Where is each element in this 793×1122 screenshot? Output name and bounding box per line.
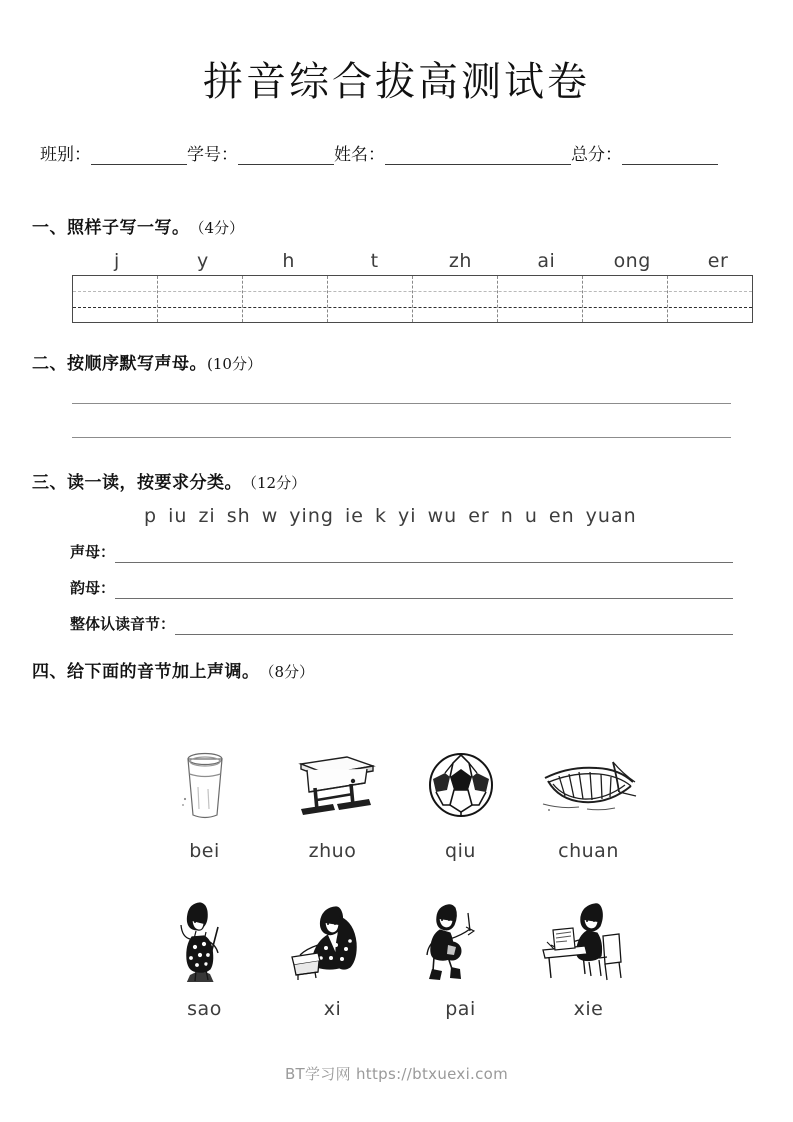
section-one-heading <box>32 213 761 238</box>
picture-caption: bei <box>189 840 220 862</box>
pinyin-grid-cell[interactable] <box>243 276 328 322</box>
class-field[interactable] <box>40 140 187 165</box>
boat-icon <box>534 744 644 826</box>
picture-item <box>403 744 519 862</box>
section-three-pinyin-list: p iu zi sh w ying ie k yi wu er n u en yuan <box>144 505 637 527</box>
student-id-label: 学号： <box>187 145 238 165</box>
section-two-points: (10分） <box>207 355 262 373</box>
boy-with-ball-icon <box>406 900 516 982</box>
letter-sample: er <box>707 250 729 272</box>
pinyin-grid-cell[interactable] <box>328 276 413 322</box>
picture-caption: qiu <box>445 840 476 862</box>
letter-sample: j <box>114 250 120 272</box>
section-four-points: （8分） <box>259 663 315 681</box>
letter-sample: y <box>196 250 209 272</box>
section-three-heading <box>32 468 761 493</box>
total-score-label: 总分： <box>571 145 622 165</box>
picture-caption: sao <box>187 998 222 1020</box>
picture-caption: zhuo <box>308 840 357 862</box>
pinyin-grid-cell[interactable] <box>498 276 583 322</box>
picture-item <box>403 900 519 1020</box>
glass-of-water-icon <box>150 744 260 826</box>
initials-label: 声母： <box>70 543 116 561</box>
picture-caption: chuan <box>558 840 619 862</box>
section-four <box>32 657 761 1020</box>
letter-sample: h <box>282 250 295 272</box>
classify-row-finals <box>70 577 733 599</box>
section-one <box>32 213 761 323</box>
girl-washing-icon <box>278 900 388 982</box>
section-one-letter-row <box>32 250 761 272</box>
letter-sample: zh <box>448 250 472 272</box>
child-writing-icon <box>534 900 644 982</box>
picture-item <box>275 900 391 1020</box>
classify-row-whole-syllables <box>70 613 733 635</box>
name-blank[interactable] <box>385 147 571 165</box>
letter-sample: ong <box>613 250 651 272</box>
finals-blank[interactable] <box>115 582 733 599</box>
section-four-heading <box>32 657 761 682</box>
pinyin-grid-cell[interactable] <box>158 276 243 322</box>
student-id-blank[interactable] <box>238 147 334 165</box>
whole-syllables-label: 整体认读音节： <box>70 615 176 633</box>
total-score-field[interactable] <box>571 140 718 165</box>
pinyin-grid-cell[interactable] <box>668 276 752 322</box>
section-three-points: （12分） <box>242 474 307 492</box>
answer-line[interactable] <box>72 402 731 404</box>
picture-item <box>147 900 263 1020</box>
pinyin-grid-columns <box>73 276 752 322</box>
name-label: 姓名： <box>334 145 385 165</box>
watermark: BT学习网 https://btxuexi.com <box>284 1065 509 1083</box>
section-one-title: 一、照样子写一写。 <box>32 218 190 238</box>
picture-row-one <box>32 744 761 862</box>
finals-label: 韵母： <box>70 579 116 597</box>
section-four-title: 四、给下面的音节加上声调。 <box>32 662 260 682</box>
section-three <box>32 468 761 635</box>
picture-item <box>531 900 647 1020</box>
total-score-blank[interactable] <box>622 147 718 165</box>
student-id-field[interactable] <box>187 140 334 165</box>
letter-sample: ai <box>537 250 556 272</box>
class-label: 班别： <box>40 145 91 165</box>
pinyin-grid-cell[interactable] <box>413 276 498 322</box>
pinyin-grid-upper-guideline <box>73 291 752 292</box>
pinyin-writing-grid[interactable] <box>72 275 753 323</box>
picture-item <box>531 744 647 862</box>
classify-row-initials <box>70 541 733 563</box>
initials-blank[interactable] <box>115 546 733 563</box>
pinyin-grid-cell[interactable] <box>73 276 158 322</box>
section-one-points: （4分） <box>189 219 245 237</box>
section-two-heading <box>32 349 761 374</box>
soccer-ball-icon <box>406 744 516 826</box>
pinyin-grid-cell[interactable] <box>583 276 668 322</box>
school-desk-icon <box>278 744 388 826</box>
picture-caption: xie <box>573 998 604 1020</box>
picture-caption: pai <box>445 998 476 1020</box>
section-three-title: 三、读一读，按要求分类。 <box>32 473 242 493</box>
picture-item <box>275 744 391 862</box>
answer-line[interactable] <box>72 436 731 438</box>
class-blank[interactable] <box>91 147 187 165</box>
section-two-title: 二、按顺序默写声母。 <box>32 354 207 374</box>
page-title: 拼音综合拔高测试卷 <box>203 59 590 105</box>
section-two <box>32 349 761 438</box>
student-info-line <box>32 140 761 165</box>
picture-caption: xi <box>323 998 342 1020</box>
letter-sample: t <box>370 250 379 272</box>
whole-syllables-blank[interactable] <box>175 618 733 635</box>
picture-item <box>147 744 263 862</box>
picture-row-two <box>32 900 761 1020</box>
name-field[interactable] <box>334 140 571 165</box>
pinyin-grid-baseline <box>73 307 752 308</box>
girl-sweeping-icon <box>150 900 260 982</box>
